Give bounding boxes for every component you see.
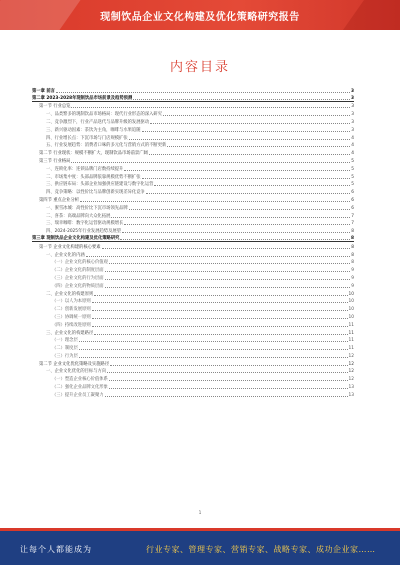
toc-entry[interactable] — [32, 265, 354, 273]
toc-entry-page: 7 — [351, 221, 354, 227]
toc-entry-label: 二、企业文化的构建原则 — [46, 291, 94, 297]
toc-entry[interactable] — [32, 312, 354, 320]
toc-leader-dots — [94, 295, 347, 296]
toc-entry-label: 五、行业发展趋势：消费者口味的多元化与营销方式的不断更新 — [46, 143, 167, 149]
toc-entry-label: （三）行为层 — [52, 353, 78, 359]
toc-entry[interactable] — [32, 109, 354, 117]
toc-entry-page: 12 — [348, 353, 354, 359]
toc-entry-label: （四）持续改进原则 — [52, 322, 91, 328]
toc-entry-page: 9 — [351, 283, 354, 289]
toc-entry[interactable] — [32, 304, 354, 312]
toc-entry[interactable] — [32, 289, 354, 297]
toc-leader-dots — [154, 185, 350, 186]
toc-leader-dots — [122, 232, 350, 233]
toc-leader-dots — [92, 318, 348, 319]
toc-entry[interactable] — [32, 328, 354, 336]
toc-leader-dots — [111, 217, 350, 218]
toc-entry-label: （三）协调统一原则 — [52, 314, 91, 320]
toc-entry-label: （三）企业文化的行为层面 — [52, 275, 104, 281]
footer-slogan: 让每个人都能成为 — [20, 545, 92, 554]
toc-leader-dots — [56, 92, 350, 93]
toc-entry-page: 8 — [351, 260, 354, 266]
toc-entry-label: 三、企业文化的构建路径 — [46, 330, 94, 336]
toc-leader-dots — [105, 396, 348, 397]
toc-entry-page: 12 — [348, 361, 354, 367]
toc-entry[interactable] — [32, 359, 354, 367]
toc-entry[interactable] — [32, 226, 354, 234]
toc-entry-page: 10 — [348, 299, 354, 305]
toc-entry-label: 二、竞争激烈下，行业产品迭代与品牌升级的发展驱动 — [46, 119, 150, 125]
toc-entry-page: 8 — [351, 235, 354, 241]
toc-entry-page: 3 — [351, 104, 354, 110]
toc-entry-page: 4 — [351, 143, 354, 149]
toc-entry[interactable] — [32, 164, 354, 172]
toc-leader-dots — [102, 248, 351, 249]
toc-entry[interactable] — [32, 367, 354, 375]
toc-entry[interactable] — [32, 125, 354, 133]
toc-entry[interactable] — [32, 148, 354, 156]
toc-entry-page: 3 — [351, 112, 354, 118]
toc-entry[interactable] — [32, 273, 354, 281]
toc-entry-page: 8 — [351, 244, 354, 250]
toc-entry[interactable] — [32, 336, 354, 344]
toc-leader-dots — [124, 224, 350, 225]
toc-entry-page: 13 — [348, 385, 354, 391]
toc-leader-dots — [109, 388, 348, 389]
toc-leader-dots — [79, 357, 348, 358]
toc-entry-label: （一）理念层 — [52, 338, 78, 344]
toc-entry-page: 10 — [348, 314, 354, 320]
toc-entry[interactable] — [32, 242, 354, 250]
toc-entry[interactable] — [32, 94, 354, 102]
toc-entry-label: 第三节 行业格局 — [39, 158, 71, 164]
toc-entry-label: 二、喜茶：高端品牌向大众化拓展 — [46, 213, 111, 219]
toc-entry-label: 三、瑞幸咖啡：数字化运营驱动规模增长 — [46, 221, 124, 227]
toc-entry-label: 第一节 行业总览 — [39, 104, 71, 110]
toc-entry[interactable] — [32, 195, 354, 203]
toc-entry[interactable] — [32, 211, 354, 219]
toc-leader-dots — [120, 239, 350, 240]
toc-leader-dots — [146, 193, 350, 194]
toc-entry-label: 第三章 现制饮品企业文化构建及优化策略研究 — [32, 235, 120, 241]
toc-leader-dots — [129, 209, 351, 210]
toc-entry-label: 第一章 前言 — [32, 88, 55, 94]
toc-entry-label: 三、新兴驱动因素：茶饮为主角，咖啡与水果追随 — [46, 127, 141, 133]
toc-leader-dots — [79, 341, 348, 342]
toc-leader-dots — [109, 380, 348, 381]
toc-leader-dots — [105, 271, 351, 272]
toc-leader-dots — [94, 334, 347, 335]
toc-leader-dots — [92, 310, 348, 311]
toc-entry-page: 9 — [351, 268, 354, 274]
toc-entry-page: 5 — [351, 166, 354, 172]
toc-entry-label: （一）以人为本原则 — [52, 299, 91, 305]
toc-entry-page: 5 — [351, 158, 354, 164]
toc-entry[interactable] — [32, 351, 354, 359]
toc-leader-dots — [71, 162, 350, 163]
toc-entry-page: 4 — [351, 135, 354, 141]
toc-leader-dots — [163, 115, 350, 116]
footer-roles: 行业专家、管理专家、营销专家、战略专家、成功企业家…… — [146, 545, 376, 554]
toc-entry-page: 5 — [351, 182, 354, 188]
toc-entry-page: 7 — [351, 213, 354, 219]
toc-entry-label: 三、供应链布局：头部企业加强供应链建设与数字化运营 — [46, 182, 154, 188]
toc-leader-dots — [105, 279, 351, 280]
toc-entry[interactable] — [32, 343, 354, 351]
toc-entry-page: 11 — [348, 322, 354, 328]
footer-stripe — [0, 528, 400, 531]
toc-entry-label: （二）制度层 — [52, 346, 78, 352]
toc-entry-label: 一、企业文化的内涵 — [46, 252, 85, 258]
toc-leader-dots — [92, 302, 348, 303]
toc-entry-label: （二）企业文化的制度层面 — [52, 268, 104, 274]
toc-leader-dots — [124, 170, 350, 171]
toc-entry-label: 第一节 企业文化构建的核心要素 — [39, 244, 101, 250]
toc-leader-dots — [80, 201, 350, 202]
toc-entry[interactable] — [32, 219, 354, 227]
toc-entry-page: 11 — [348, 330, 354, 336]
toc-entry-label: 四、行业增长点：下沉市场与门店规模扩张 — [46, 135, 128, 141]
toc-entry-label: 第二节 企业文化优化策略及实施路径 — [39, 361, 110, 367]
page-number: 1 — [198, 510, 202, 515]
toc-entry-page: 3 — [351, 95, 354, 101]
toc-leader-dots — [109, 263, 350, 264]
toc-entry-page: 11 — [348, 338, 354, 344]
toc-entry[interactable] — [32, 117, 354, 125]
toc-leader-dots — [133, 99, 350, 100]
footer-banner — [0, 528, 400, 565]
toc-entry-label: （二）强化企业品牌文化形象 — [52, 385, 108, 391]
toc-entry-label: 第二节 行业现状：规模不断扩大，现制饮品市场前景广阔 — [39, 151, 148, 157]
toc-entry-page: 5 — [351, 174, 354, 180]
toc-entry[interactable] — [32, 187, 354, 195]
toc-entry-page: 6 — [351, 205, 354, 211]
toc-entry[interactable] — [32, 102, 354, 110]
toc-entry-label: 第二章 2023-2028年现制饮品市场前景及趋势预测 — [32, 95, 133, 101]
toc-leader-dots — [167, 146, 350, 147]
toc-entry-page: 10 — [348, 307, 354, 313]
toc-entry-page: 13 — [348, 392, 354, 398]
toc-entry[interactable] — [32, 374, 354, 382]
toc-entry[interactable] — [32, 258, 354, 266]
toc-entry[interactable] — [32, 141, 354, 149]
toc-entry-label: 一、连锁化率：连锁品牌门店数持续提升 — [46, 166, 124, 172]
toc-entry-page: 11 — [348, 346, 354, 352]
toc-leader-dots — [86, 256, 351, 257]
toc-entry-page: 10 — [348, 291, 354, 297]
toc-entry-label: （二）创新发展原则 — [52, 307, 91, 313]
toc-entry[interactable] — [32, 234, 354, 242]
toc-entry-page: 9 — [351, 275, 354, 281]
toc-leader-dots — [92, 326, 348, 327]
toc-entry-page: 6 — [351, 197, 354, 203]
toc-entry[interactable] — [32, 297, 354, 305]
toc-entry-label: 一、品类繁多的现制饮品市场格局：现代行业形态的深入研究 — [46, 112, 163, 118]
table-of-contents — [32, 86, 354, 398]
toc-entry-page: 8 — [351, 252, 354, 258]
toc-entry-label: 二、市场集中度：头部品牌依靠规模优势不断扩张 — [46, 174, 141, 180]
toc-entry[interactable] — [32, 250, 354, 258]
toc-entry-page: 4 — [351, 151, 354, 157]
toc-entry[interactable] — [32, 281, 354, 289]
report-title: 现制饮品企业文化构建及优化策略研究报告 — [100, 12, 300, 23]
toc-entry-page: 3 — [351, 119, 354, 125]
toc-entry-label: 一、企业文化优化的目标与方向 — [46, 369, 107, 375]
toc-leader-dots — [71, 107, 350, 108]
toc-entry-page: 8 — [351, 229, 354, 235]
toc-entry-label: （一）企业文化的核心价值观 — [52, 260, 108, 266]
toc-entry[interactable] — [32, 203, 354, 211]
toc-entry-label: 第四节 重点企业分析 — [39, 197, 80, 203]
toc-entry-page: 6 — [351, 190, 354, 196]
toc-entry-label: （四）企业文化的物质层面 — [52, 283, 104, 289]
toc-leader-dots — [150, 123, 350, 124]
toc-entry[interactable] — [32, 133, 354, 141]
toc-leader-dots — [107, 372, 347, 373]
toc-entry-label: 四、2024-2025年行业发展趋势及展望 — [46, 229, 121, 235]
toc-leader-dots — [105, 287, 351, 288]
toc-entry-label: （一）塑造企业核心价值体系 — [52, 377, 108, 383]
toc-leader-dots — [79, 349, 348, 350]
toc-entry[interactable] — [32, 156, 354, 164]
toc-entry-page: 12 — [348, 369, 354, 375]
toc-leader-dots — [110, 365, 347, 366]
toc-entry-page: 3 — [351, 127, 354, 133]
toc-entry[interactable] — [32, 172, 354, 180]
toc-entry-label: 一、蜜雪冰城：高性价比下沉市场领先品牌 — [46, 205, 128, 211]
toc-leader-dots — [149, 154, 350, 155]
toc-entry[interactable] — [32, 320, 354, 328]
toc-entry-label: 四、竞争策略：以性价比与品牌创新实现差异化竞争 — [46, 190, 145, 196]
toc-leader-dots — [142, 131, 351, 132]
toc-entry[interactable] — [32, 382, 354, 390]
toc-leader-dots — [129, 139, 351, 140]
toc-entry-page: 12 — [348, 377, 354, 383]
toc-entry[interactable] — [32, 390, 354, 398]
toc-entry-label: （三）提升企业员工凝聚力 — [52, 392, 104, 398]
toc-heading: 内容目录 — [169, 60, 230, 75]
toc-leader-dots — [142, 178, 351, 179]
report-header-banner — [0, 0, 400, 30]
toc-entry-page: 3 — [351, 88, 354, 94]
toc-entry[interactable] — [32, 86, 354, 94]
toc-entry[interactable] — [32, 180, 354, 188]
